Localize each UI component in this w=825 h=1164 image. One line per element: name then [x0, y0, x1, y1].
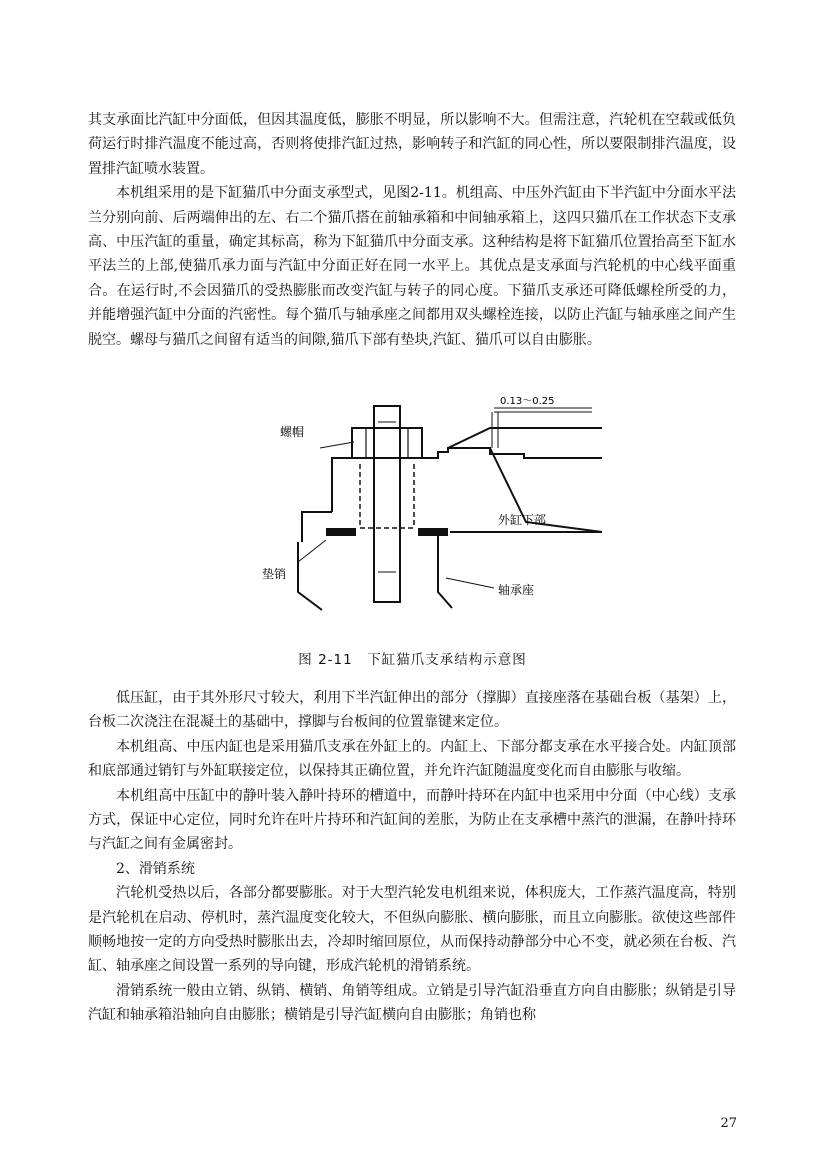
label-outer-cylinder: 外缸下部 [498, 513, 547, 527]
shim-right [418, 528, 448, 536]
label-nut: 螺帽 [280, 425, 305, 439]
paragraph: 滑销系统一般由立销、纵销、横销、角销等组成。立销是引导汽缸沿垂直方向自由膨胀；纵销是引导汽缸和轴承箱沿轴向自由膨胀；横销是引导汽缸横向自由膨胀；角销也称 [88, 982, 736, 1024]
paragraph: 本机组采用的是下缸猫爪中分面支承型式，见图2-11。机组高、中压外汽缸由下半汽缸中分面水平法兰分别向前、后两端伸出的左、右二个猫爪搭在前轴承箱和中间轴承箱上，这四只猫爪在工作状态下支承高、中压汽缸的重量，确定其标高，称为下缸猫爪中分面支承。这种结构是将下缸猫爪位置抬高至下缸水平法兰的上部,使猫爪承力面与汽缸中分面正好在同一水平上。其优点是支承面与汽轮机的中心线平面重合。在运行时,不会因猫爪的受热膨胀而改变汽缸与转子的同心度。下猫爪支承还可降低螺栓所受的力，并能增强汽缸中分面的汽密性。每个猫爪与轴承座之间都用双头螺栓连接，以防止汽缸与轴承座之间产生脱空。螺母与猫爪之间留有适当的间隙,猫爪下部有垫块,汽缸、猫爪可以自由膨胀。 [88, 185, 736, 348]
label-pin: 垫销 [262, 567, 287, 581]
paragraph: 本机组高中压缸中的静叶装入静叶持环的槽道中，而静叶持环在内缸中也采用中分面（中心线）支承方式，保证中心定位，同时允许在叶片持环和汽缸间的差胀，为防止在支承槽中蒸汽的泄漏，在静叶持环与汽缸之间有金属密封。 [88, 787, 736, 853]
figure-caption: 图 2-11 下缸猫爪支承结构示意图 [298, 652, 527, 668]
page-number: 27 [720, 1116, 737, 1131]
figure-cat-claw-support [262, 392, 612, 624]
paragraph: 本机组高、中压内缸也是采用猫爪支承在外缸上的。内缸上、下部分都支承在水平接合处。内缸顶部和底部通过销钉与外缸联接定位，以保持其正确位置，并允许汽缸随温度变化而自由膨胀与收缩。 [88, 738, 736, 780]
text-block-top [88, 108, 736, 352]
shim-left [326, 528, 356, 536]
cat-claw-diagram [262, 392, 612, 624]
paragraph: 其支承面比汽缸中分面低，但因其温度低，膨胀不明显，所以影响不大。但需注意，汽轮机在空载或低负荷运行时排汽温度不能过高，否则将使排汽缸过热，影响转子和汽缸的同心性，所以要限制排汽温度，设置排汽缸喷水装置。 [88, 112, 736, 177]
paragraph: 低压缸，由于其外形尺寸较大，利用下半汽缸伸出的部分（撑脚）直接座落在基础台板（基架）上，台板二次浇注在混凝土的基础中，撑脚与台板间的位置靠键来定位。 [88, 690, 736, 731]
nut-shape [352, 428, 422, 458]
label-gap: 0.13～0.25 [500, 396, 555, 407]
text-block-bottom [88, 686, 736, 1028]
stud-bolt [374, 406, 400, 602]
section-heading: 2、滑销系统 [116, 860, 195, 877]
label-bearing-seat: 轴承座 [498, 583, 535, 597]
paragraph: 汽轮机受热以后，各部分都要膨胀。对于大型汽轮发电机组来说，体积庞大，工作蒸汽温度高，特别是汽轮机在启动、停机时，蒸汽温度变化较大，不但纵向膨胀、横向膨胀，而且立向膨胀。欲使这些部件顺畅地按一定的方向受热时膨胀出去，冷却时缩回原位，从而保持动静部分中心不变，就必须在台板、汽缸、轴承座之间设置一系列的导向键，形成汽轮机的滑销系统。 [88, 885, 736, 975]
